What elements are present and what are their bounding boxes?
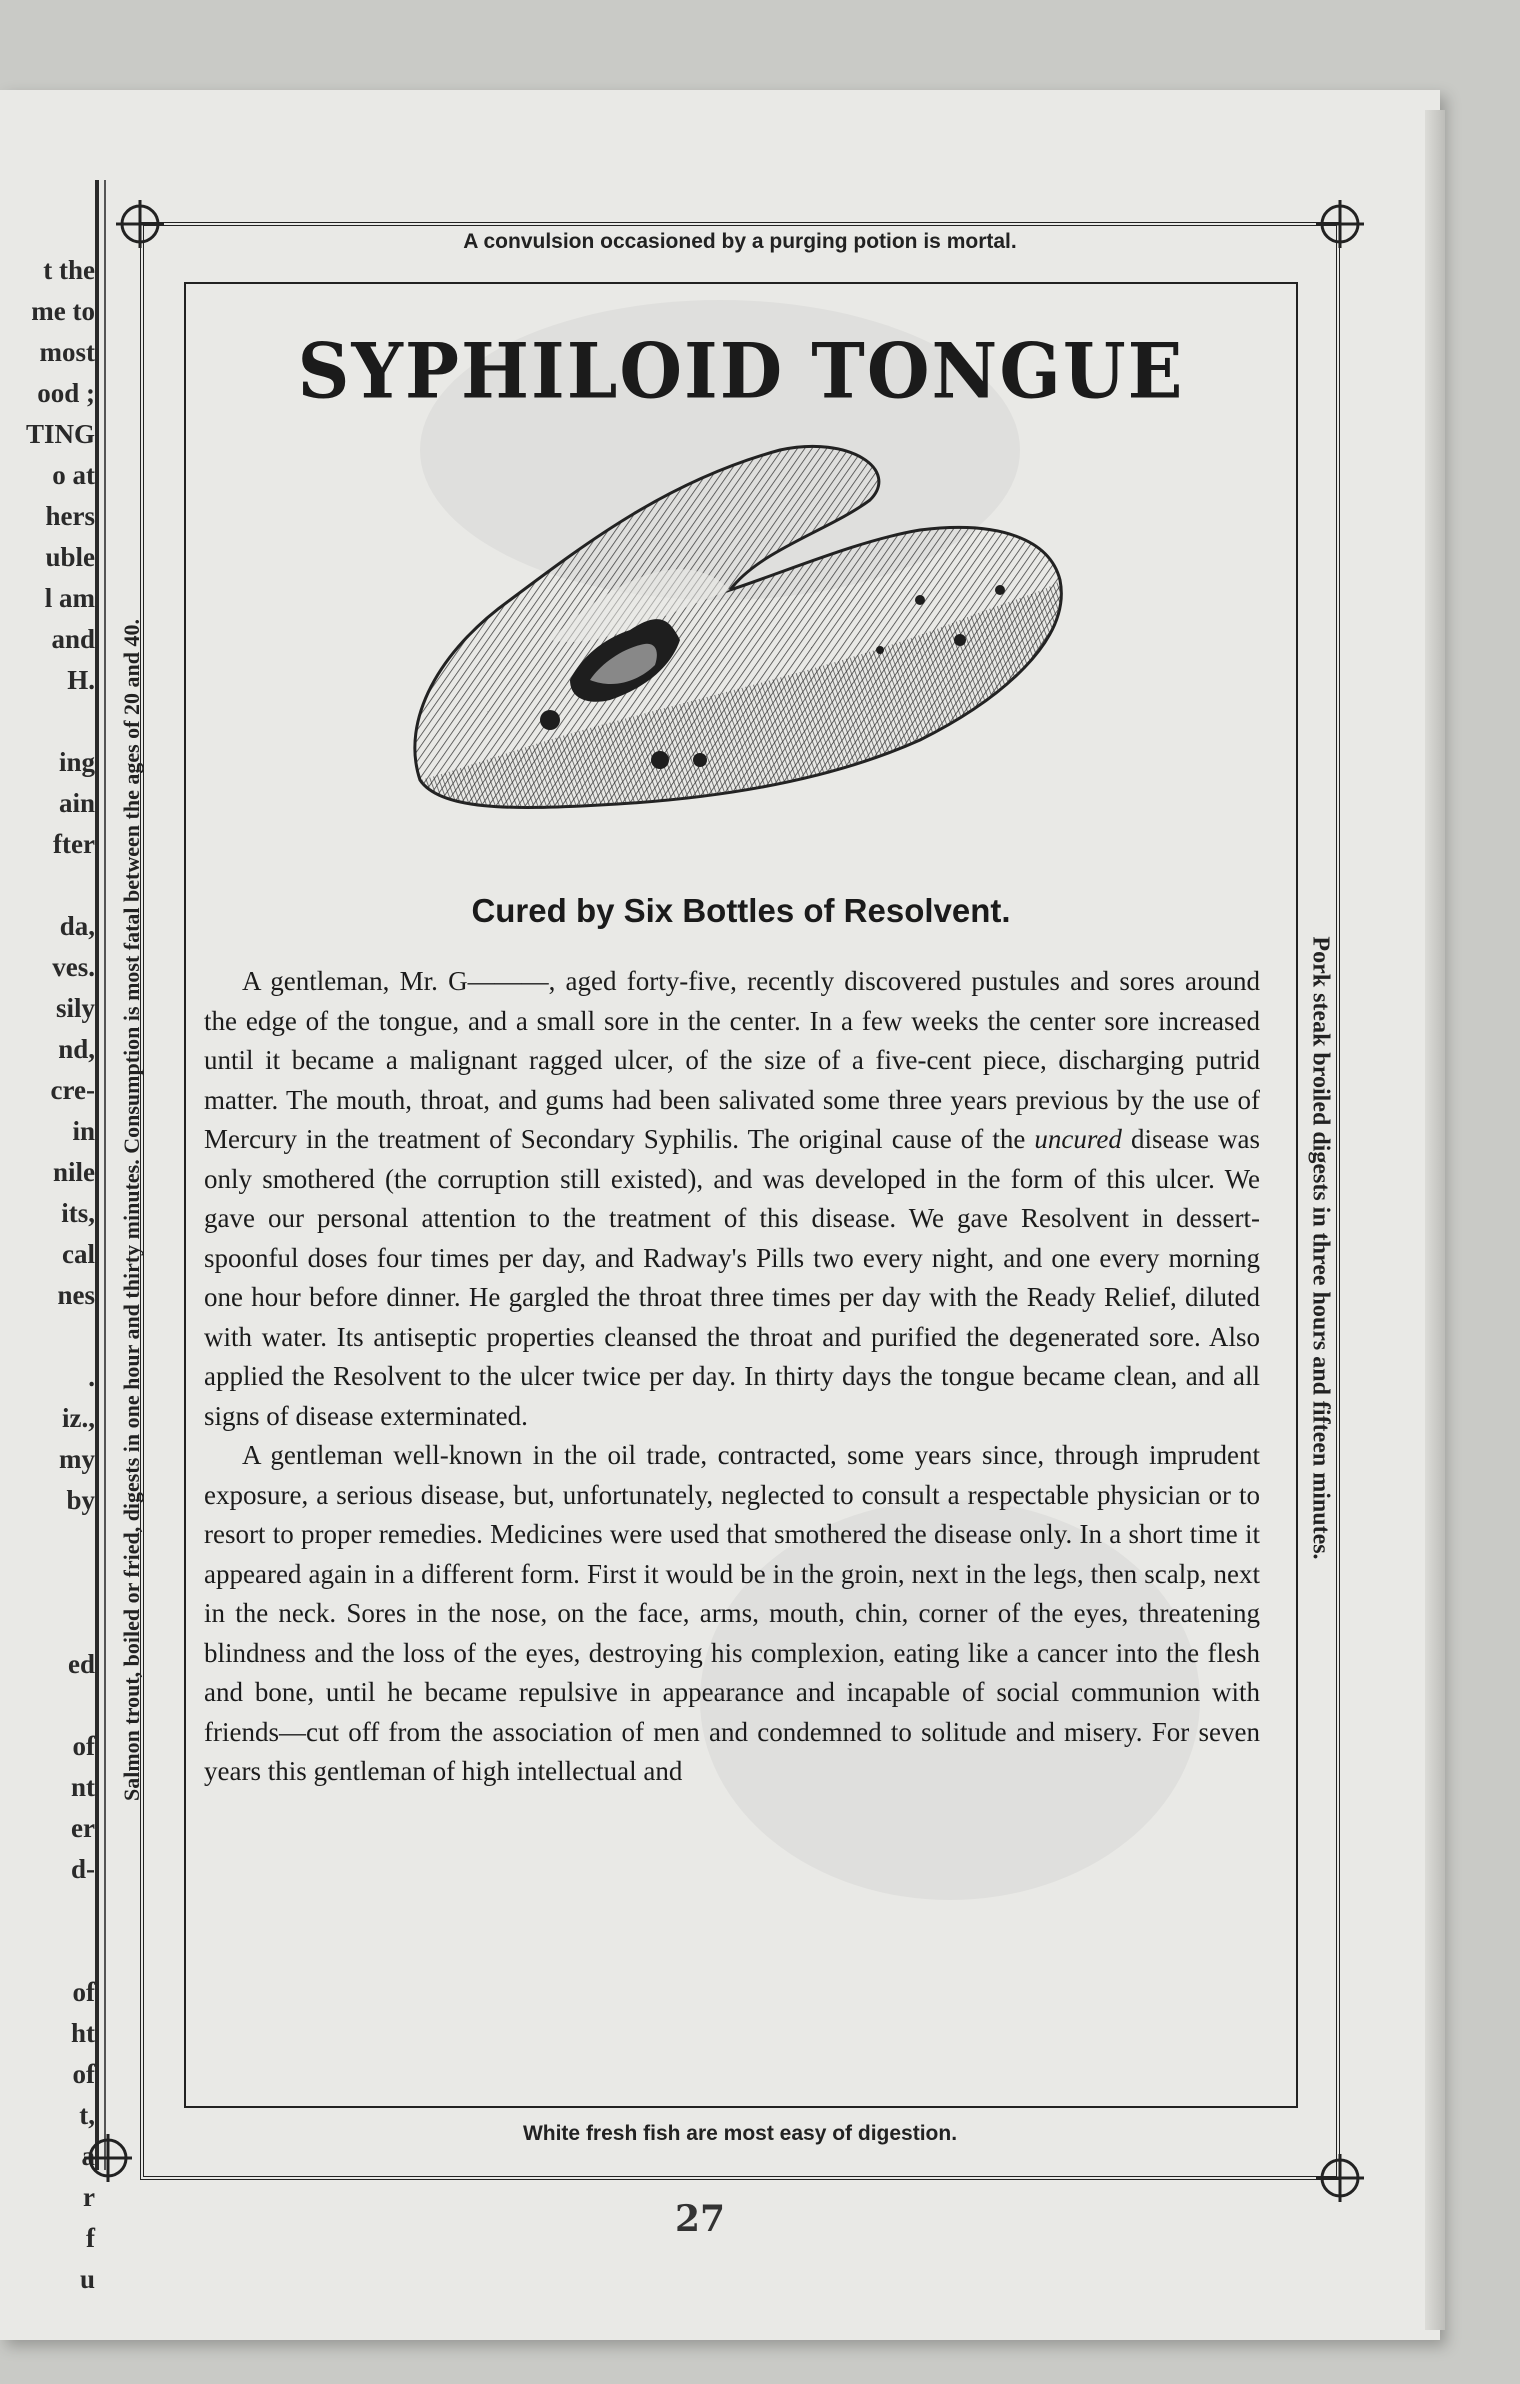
previous-page-line: l am: [44, 583, 95, 613]
previous-page-line: [0, 865, 95, 906]
bottom-maxim: White fresh fish are most easy of digestion.: [522, 2122, 958, 2145]
previous-page-line: and: [51, 624, 95, 654]
previous-page-line: er: [71, 1813, 95, 1843]
previous-page-line: fter: [53, 829, 95, 859]
previous-page-line: d-: [70, 1854, 95, 1884]
previous-page-line: uble: [45, 542, 95, 572]
tongue-illustration: [400, 440, 1080, 820]
previous-page-line: [0, 1890, 95, 1931]
previous-page-line: t,: [79, 2100, 95, 2130]
article-body: [204, 962, 1260, 1792]
article-title: SYPHILOID TONGUE: [297, 325, 1185, 416]
previous-page-line: in: [72, 1116, 95, 1146]
corner-ornament-icon: [80, 2130, 136, 2186]
previous-page-line: cre-: [50, 1075, 95, 1105]
previous-page-line: [0, 1931, 95, 1972]
previous-page-line: ves.: [52, 952, 95, 982]
previous-page-fragment: [0, 250, 95, 2294]
previous-page-line: my: [59, 1444, 95, 1474]
previous-page-line: [0, 1603, 95, 1644]
previous-page-line: u: [79, 2264, 95, 2294]
previous-page-line: hers: [45, 501, 95, 531]
previous-page-line: H.: [67, 665, 95, 695]
previous-page-line: nt: [70, 1772, 95, 1802]
article-subtitle: Cured by Six Bottles of Resolvent.: [471, 892, 1011, 929]
previous-page-line: of: [72, 2059, 95, 2089]
previous-page-line: nile: [52, 1157, 95, 1187]
previous-page-line: r: [83, 2182, 95, 2212]
previous-page-line: [0, 1685, 95, 1726]
corner-ornament-icon: [1312, 2150, 1368, 2206]
previous-page-line: ing: [58, 747, 95, 777]
previous-page-line: of: [72, 1977, 95, 2007]
paragraph-1-emphasis: uncured: [1034, 1124, 1122, 1154]
previous-page-line: cal: [62, 1239, 95, 1269]
previous-page-line: of: [72, 1731, 95, 1761]
previous-page-line: its,: [61, 1198, 95, 1228]
top-maxim: A convulsion occasioned by a purging potion is mortal.: [463, 230, 1017, 253]
previous-page-line: o at: [52, 460, 95, 490]
previous-page-line: a: [81, 2141, 95, 2171]
previous-page-line: me to: [31, 296, 95, 326]
previous-page-line: TING: [25, 419, 95, 449]
previous-page-line: nes: [57, 1280, 95, 1310]
left-margin-text: Salmon trout, boiled or fried, digests in one hour and thirty minutes. Consumption is most fatal between the ages of 20 and 40.: [119, 619, 144, 1801]
previous-page-line: .: [88, 1362, 95, 1392]
previous-page-line: da,: [59, 911, 95, 941]
previous-page-line: [0, 1521, 95, 1562]
previous-page-line: most: [39, 337, 95, 367]
previous-page-line: iz.,: [62, 1403, 95, 1433]
gutter-rule: [104, 180, 106, 2170]
previous-page-line: ood ;: [37, 378, 95, 408]
previous-page-line: nd,: [58, 1034, 95, 1064]
paragraph-1-part-a: A gentleman, Mr. G———, aged forty-five, recently discovered pustules and sores around the edge of the tongue, and a small sore in the center. In a few weeks the center sore increased until it became a malignant ragged ulcer, of the size of a five-cent piece, discharging putrid matter. The mouth, throat, and gums had been salivated some three years previous by the use of Mercury in the treatment of Secondary Syphilis. The original cause of the: [204, 966, 1260, 1154]
previous-page-line: by: [66, 1485, 95, 1515]
paragraph-1: [204, 962, 1260, 1436]
gutter-rule: [95, 180, 99, 2170]
previous-page-line: f: [86, 2223, 95, 2253]
page-edge: [1425, 110, 1445, 2330]
previous-page-line: ed: [68, 1649, 95, 1679]
previous-page-line: ain: [58, 788, 95, 818]
previous-page-line: sily: [55, 993, 95, 1023]
previous-page-line: [0, 701, 95, 742]
right-margin-text: Pork steak broiled digests in three hours and fifteen minutes.: [1307, 936, 1334, 1560]
page-number: 27: [674, 2198, 726, 2240]
paragraph-1-part-b: disease was only smothered (the corruption still existed), and was developed in the form of this ulcer. We gave our personal attention to the treatment of this disease. We gave Resolvent in dessert-spoonful doses four times per day, and Radway's Pills two every night, and one every morning one hour before dinner. He gargled the throat three times per day with the Ready Relief, diluted with water. Its antiseptic properties cleansed the throat and purified the degenerated sore. Also applied the Resolvent to the ulcer twice per day. In thirty days the tongue became clean, and all signs of disease exterminated.: [204, 1124, 1260, 1431]
previous-page-line: ht: [70, 2018, 95, 2048]
paragraph-2: A gentleman well-known in the oil trade, contracted, some years since, through imprudent exposure, a serious disease, but, unfortunately, neglected to consult a respectable physician or to resort to proper remedies. Medicines were used that smothered the disease only. In a short time it appeared again in a different form. First it would be in the groin, next in the legs, then scalp, next in the neck. Sores in the nose, on the face, arms, mouth, chin, corner of the eyes, threatening blindness and the loss of the eyes, destroying his complexion, eating like a cancer into the flesh and bone, until he became repulsive in appearance and incapable of social communion with friends—cut off from the association of men and condemned to solitude and misery. For seven years this gentleman of high intellectual and: [204, 1440, 1260, 1786]
previous-page-line: [0, 1562, 95, 1603]
previous-page-line: [0, 1316, 95, 1357]
previous-page-line: t the: [43, 255, 95, 285]
